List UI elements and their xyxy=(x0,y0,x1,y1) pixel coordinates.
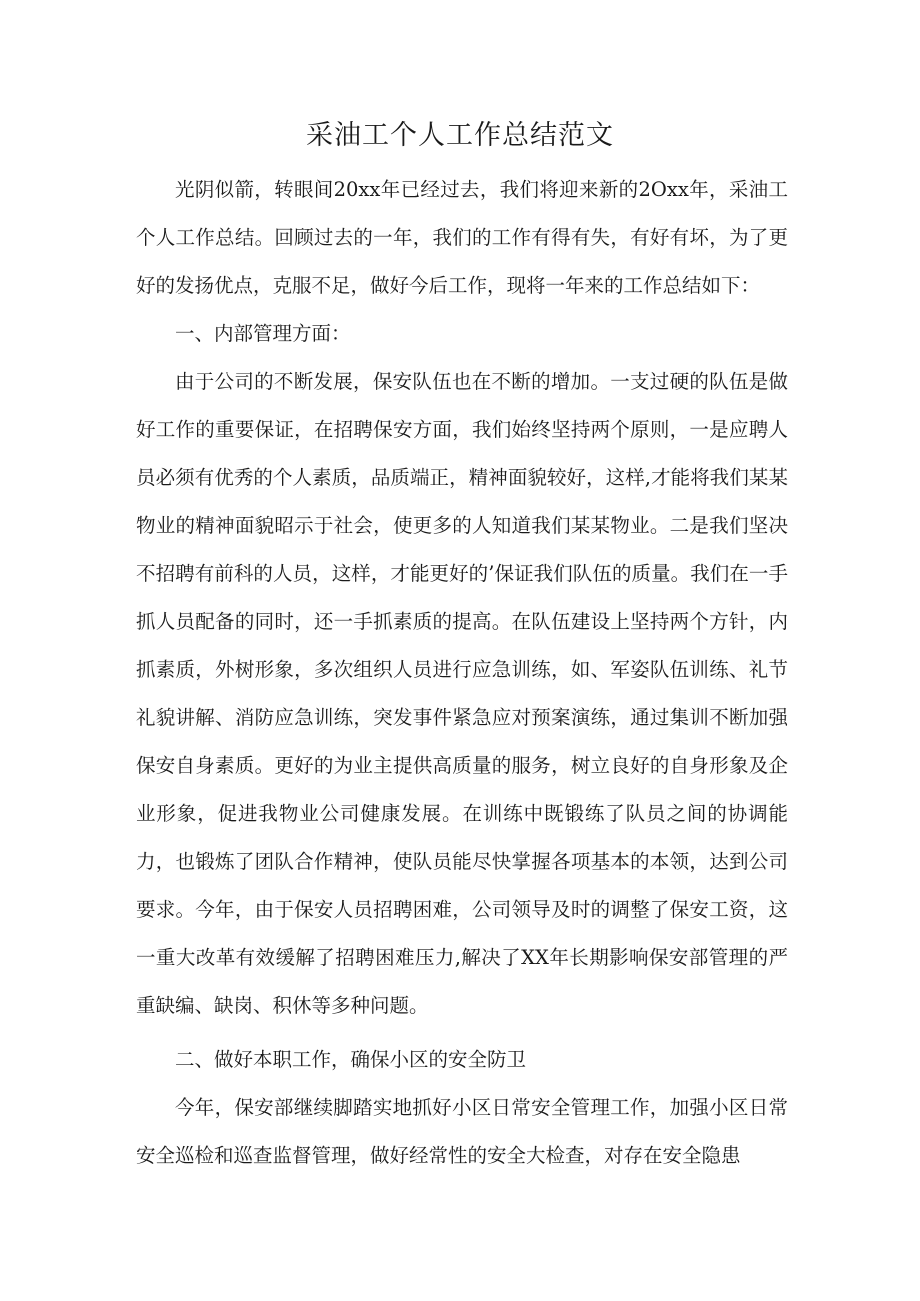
internal-management-paragraph: 由于公司的不断发展，保安队伍也在不断的增加。一支过硬的队伍是做好工作的重要保证，在招聘保安方面，我们始终坚持两个原则，一是应聘人员必须有优秀的个人素质，品质端正，精神面貌较好，这样,才能将我们某某物业的精神面貌昭示于社会，使更多的人知道我们某某物业。二是我们坚决不招聘有前科的人员，这样，才能更好的’保证我们队伍的质量。我们在一手抓人员配备的同时，还一手抓素质的提高。在队伍建设上坚持两个方针，内抓素质，外树形象，多次组织人员进行应急训练，如、军姿队伍训练、礼节礼貌讲解、消防应急训练，突发事件紧急应对预案演练，通过集训不断加强保安自身素质。更好的为业主提供高质量的服务，树立良好的自身形象及企业形象，促进我物业公司健康发展。在训练中既锻练了队员之间的协调能力，也锻炼了团队合作精神，使队员能尽快掌握各项基本的本领，达到公司要求。今年，由于保安人员招聘困难，公司领导及时的调整了保安工资，这一重大改革有效缓解了招聘困难压力,解决了XX年长期影响保安部管理的严重缺编、缺岗、积休等多种问题。 xyxy=(136,370,788,1017)
section-heading-internal-management: 一、内部管理方面： xyxy=(175,322,351,345)
document-title: 采油工个人工作总结范文 xyxy=(306,120,614,151)
document-body xyxy=(136,166,788,1180)
section-heading-security-duty: 二、做好本职工作，确保小区的安全防卫 xyxy=(175,1048,527,1071)
security-duty-paragraph: 今年，保安部继续脚踏实地抓好小区日常安全管理工作，加强小区日常安全巡检和巡查监督管理，做好经常性的安全大检查，对存在安全隐患 xyxy=(136,1096,788,1167)
intro-paragraph: 光阴似箭，转眼间20xx年已经过去，我们将迎来新的2Oxx年，采油工个人工作总结。回顾过去的一年，我们的工作有得有失，有好有坏，为了更好的发扬优点，克服不足，做好今后工作，现将一年来的工作总结如下： xyxy=(136,178,788,297)
